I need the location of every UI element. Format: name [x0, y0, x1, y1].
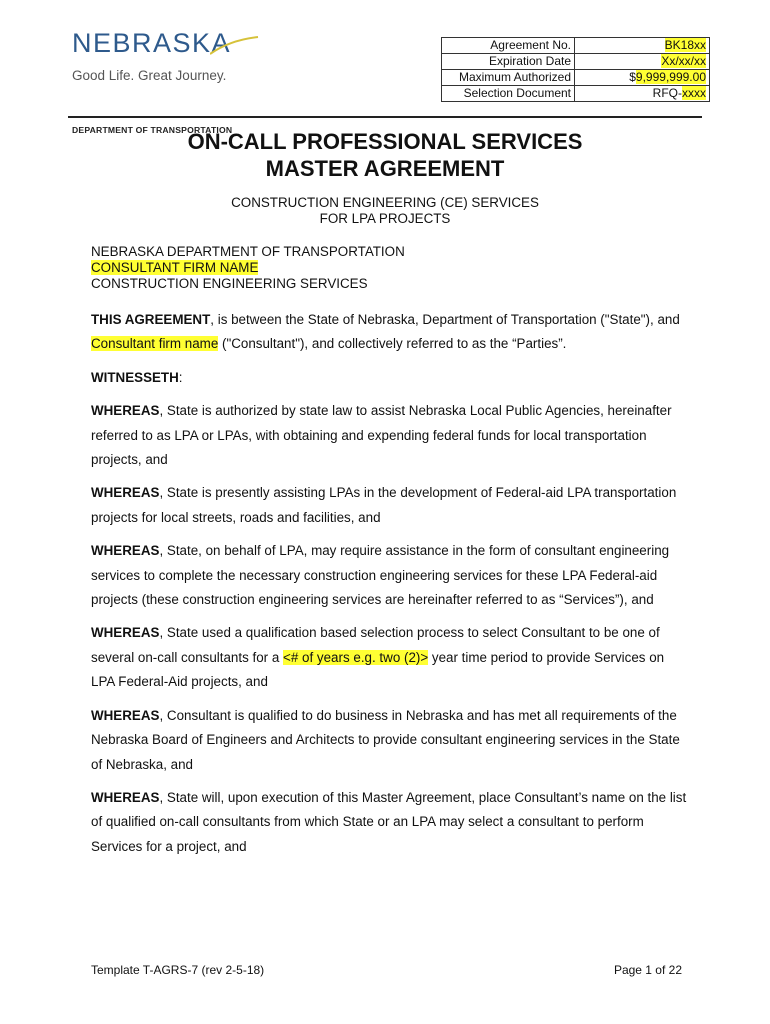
max-authorized-text: 9,999,999.00	[635, 70, 706, 84]
title-line-2: MASTER AGREEMENT	[265, 156, 505, 181]
expiration-date-value	[575, 54, 710, 70]
table-row	[442, 38, 710, 54]
logo-swoosh-icon	[210, 34, 260, 56]
max-authorized-prefix: $	[629, 70, 636, 84]
document-title	[0, 128, 770, 182]
max-authorized-label: Maximum Authorized	[442, 70, 575, 86]
selection-document-text: xxxx	[682, 86, 706, 100]
logo-brand: NEBRASKA	[72, 28, 232, 58]
expiration-date-label: Expiration Date	[442, 54, 575, 70]
table-row	[442, 70, 710, 86]
paragraph-whereas-1: WHEREAS, State is authorized by state law to assist Nebraska Local Public Agencies, hereinafter referred to as LPA or LPAs, with obtaining and expending federal funds for local transportation projects, and	[91, 403, 672, 468]
selection-document-value	[575, 86, 710, 102]
agreement-body	[91, 308, 691, 868]
paragraph-whereas-5: WHEREAS, Consultant is qualified to do business in Nebraska and has met all requirements of the Nebraska Board of Engineers and Architects to provide consultant engineering services in the State of Nebraska, and	[91, 707, 680, 772]
footer-page-number: Page 1 of 22	[613, 963, 682, 977]
consultant-firm-name: CONSULTANT FIRM NAME	[91, 260, 259, 275]
parties-block	[91, 244, 405, 292]
subtitle-line-2: FOR LPA PROJECTS	[319, 211, 451, 226]
table-row	[442, 86, 710, 102]
logo-tagline: Good Life. Great Journey.	[72, 68, 227, 83]
paragraph-whereas-2: WHEREAS, State is presently assisting LPAs in the development of Federal-aid LPA transportation projects for local streets, roads and facilities, and	[91, 485, 677, 525]
parties-line-3: CONSTRUCTION ENGINEERING SERVICES	[91, 276, 368, 291]
consultant-firm-name-inline: Consultant firm name	[91, 336, 219, 352]
header-divider	[68, 116, 702, 118]
subtitle-line-1: CONSTRUCTION ENGINEERING (CE) SERVICES	[231, 195, 539, 210]
selection-document-prefix: RFQ-	[652, 86, 682, 100]
parties-line-1: NEBRASKA DEPARTMENT OF TRANSPORTATION	[91, 244, 405, 259]
logo-department: DEPARTMENT OF TRANSPORTATION	[72, 125, 233, 135]
table-row	[442, 54, 710, 70]
paragraph-whereas-4: WHEREAS, State used a qualification based selection process to select Consultant to be one of several on-call consultants for a <# of years e.g. two (2)> year time period to provide Services on LPA Federal-Aid projects, and	[91, 625, 665, 690]
ndot-logo	[72, 28, 262, 135]
agreement-no-label: Agreement No.	[442, 38, 575, 54]
expiration-date-text: Xx/xx/xx	[661, 54, 706, 68]
years-placeholder: <# of years e.g. two (2)>	[283, 649, 429, 665]
paragraph-agreement: THIS AGREEMENT, is between the State of Nebraska, Department of Transportation ("State"), and Consultant firm name ("Consultant"), and collectively referred to as the “Parties”.	[91, 312, 680, 352]
agreement-info-table	[441, 37, 710, 102]
max-authorized-value	[575, 70, 710, 86]
paragraph-whereas-3: WHEREAS, State, on behalf of LPA, may require assistance in the form of consultant engineering services to complete the necessary construction engineering services for these LPA Federal-aid projects (these construction engineering services are hereinafter referred to as “Services”), and	[91, 543, 670, 608]
paragraph-witnesseth: WITNESSETH:	[91, 369, 183, 385]
footer-template-id: Template T-AGRS-7 (rev 2-5-18)	[91, 963, 265, 977]
document-subtitle	[0, 195, 770, 227]
paragraph-whereas-6: WHEREAS, State will, upon execution of this Master Agreement, place Consultant’s name on the list of qualified on-call consultants from which State or an LPA may select a consultant to perform Services for a project, and	[91, 789, 687, 854]
selection-document-label: Selection Document	[442, 86, 575, 102]
agreement-no-text: BK18xx	[664, 38, 706, 52]
title-line-1: ON-CALL PROFESSIONAL SERVICES	[187, 129, 583, 154]
agreement-no-value	[575, 38, 710, 54]
